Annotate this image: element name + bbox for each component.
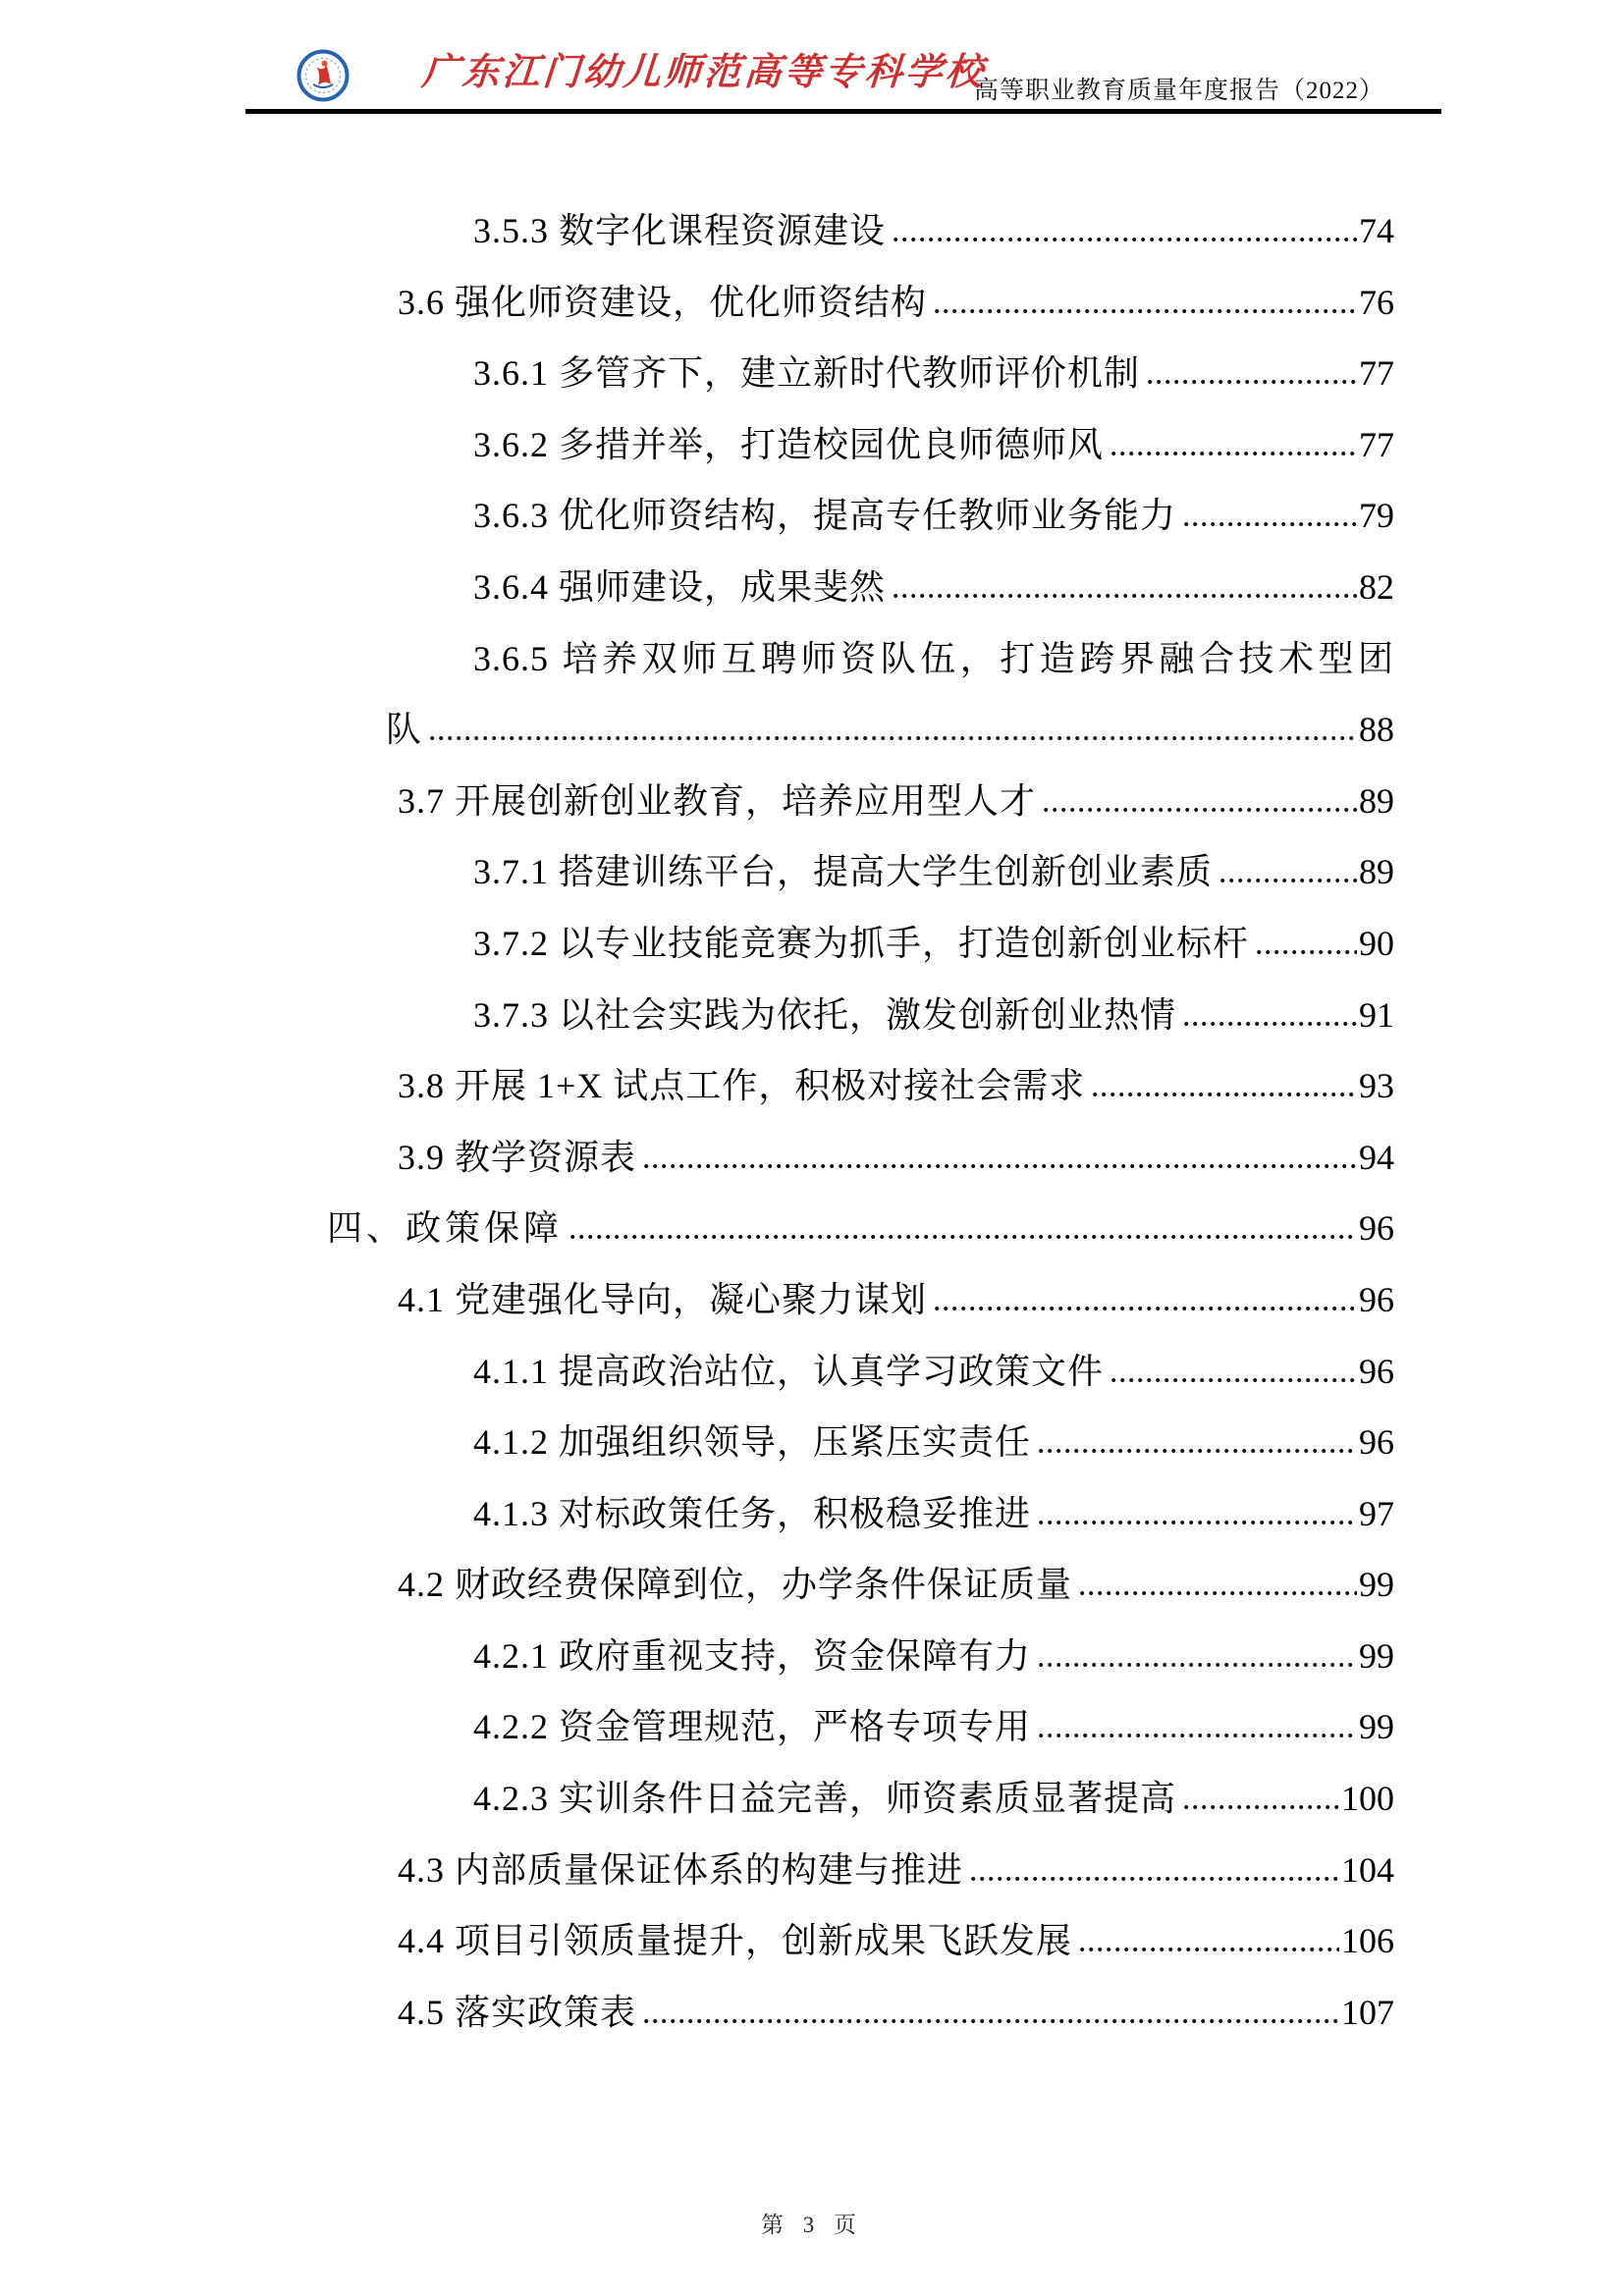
toc-entry-label: 3.6.3 优化师资结构，提高专任教师业务能力 — [473, 496, 1177, 536]
toc-entry-page: 96 — [1359, 1208, 1394, 1249]
toc-entry[interactable] — [473, 1779, 1394, 1818]
page-footer — [0, 2207, 1624, 2239]
toc-entry-label: 4.1.1 提高政治站位，认真学习政策文件 — [473, 1351, 1105, 1391]
toc-entry-page: 99 — [1359, 1565, 1394, 1605]
header-rule — [245, 109, 1441, 114]
toc-entry[interactable] — [398, 1850, 1394, 1890]
toc-entry-label: 3.7.1 搭建训练平台，提高大学生创新创业素质 — [473, 852, 1214, 892]
toc-entry[interactable] — [473, 353, 1394, 393]
toc-entry-page: 94 — [1359, 1137, 1394, 1177]
toc-entry-page: 96 — [1359, 1279, 1394, 1319]
toc-entry[interactable] — [473, 1636, 1394, 1676]
dot-leader — [1093, 1090, 1357, 1097]
dot-leader — [1257, 947, 1357, 955]
toc-entry-label: 4.3 内部质量保证体系的构建与推进 — [398, 1849, 964, 1890]
dot-leader — [971, 1874, 1339, 1882]
toc-entry-page: 76 — [1359, 282, 1394, 322]
toc-entry[interactable] — [473, 852, 1394, 891]
toc-entry[interactable] — [398, 1066, 1394, 1105]
dot-leader — [1148, 377, 1357, 385]
toc-entry-label: 4.4 项目引领质量提升，创新成果飞跃发展 — [398, 1921, 1073, 1961]
toc-entry-label: 3.7 开展创新创业教育，培养应用型人才 — [398, 780, 1037, 821]
toc-entry-page: 99 — [1359, 1707, 1394, 1747]
school-name-calligraphy: 广东江门幼儿师范高等专科学校 — [420, 52, 988, 93]
dot-leader — [1111, 1375, 1357, 1383]
toc-entry-page: 97 — [1359, 1493, 1394, 1533]
toc-entry[interactable] — [473, 924, 1394, 963]
toc-entry-label: 4.1 党建强化导向，凝心聚力谋划 — [398, 1279, 928, 1319]
toc-entry-page: 104 — [1341, 1849, 1394, 1890]
toc-entry-label: 3.7.3 以社会实践为依托，激发创新创业热情 — [473, 994, 1177, 1035]
toc-entry-page: 79 — [1359, 496, 1394, 536]
page-number-label: 第 3 页 — [761, 2213, 863, 2237]
dot-leader — [1080, 1588, 1357, 1596]
toc-entry[interactable] — [473, 211, 1394, 250]
dot-leader — [1039, 1446, 1357, 1454]
toc-entry[interactable] — [473, 425, 1394, 464]
toc-entry-page: 77 — [1359, 353, 1394, 394]
toc-entry-label: 四、政策保障 — [327, 1208, 564, 1249]
dot-leader — [1184, 1019, 1357, 1027]
dot-leader — [935, 306, 1357, 314]
toc-entry-label: 3.5.3 数字化课程资源建设 — [473, 211, 887, 250]
toc-entry[interactable] — [398, 1280, 1394, 1319]
toc-entry-page: 96 — [1359, 1351, 1394, 1391]
toc-entry-page: 106 — [1341, 1921, 1394, 1961]
toc-entry-page: 100 — [1341, 1779, 1394, 1819]
toc-entry-page: 107 — [1341, 1992, 1394, 2032]
toc-entry-label: 4.2.1 政府重视支持，资金保障有力 — [473, 1635, 1032, 1676]
report-title: 高等职业教育质量年度报告（2022） — [973, 78, 1384, 104]
toc-entry-page: 96 — [1359, 1422, 1394, 1463]
toc-entry-label: 3.9 教学资源表 — [398, 1137, 637, 1177]
dot-leader — [935, 1304, 1357, 1311]
toc-entry[interactable] — [473, 1422, 1394, 1462]
toc-entry[interactable] — [473, 995, 1394, 1035]
toc-entry-page: 90 — [1359, 923, 1394, 963]
toc-entry-label: 4.5 落实政策表 — [398, 1992, 637, 2032]
dot-leader — [430, 733, 1357, 741]
toc-entry[interactable] — [398, 1565, 1394, 1604]
toc-entry[interactable] — [398, 1138, 1394, 1177]
dot-leader — [1220, 876, 1357, 883]
toc-entry-label: 3.6 强化师资建设，优化师资结构 — [398, 282, 928, 322]
toc-entry-page: 89 — [1359, 780, 1394, 821]
toc-entry-label: 3.6.5 培养双师互聘师资队伍，打造跨界融合技术型团 — [473, 638, 1394, 678]
toc-entry[interactable] — [473, 1352, 1394, 1391]
toc-entry[interactable] — [473, 1707, 1394, 1746]
dot-leader — [644, 2016, 1339, 2024]
dot-leader — [1111, 449, 1357, 456]
toc-entry-page: 99 — [1359, 1635, 1394, 1676]
toc-entry[interactable] — [473, 1494, 1394, 1533]
toc-entry-page: 74 — [1359, 211, 1394, 250]
dot-leader — [1039, 1660, 1357, 1668]
toc-entry-label: 4.2.3 实训条件日益完善，师资素质显著提高 — [473, 1779, 1177, 1819]
dot-leader — [1039, 1731, 1357, 1738]
dot-leader — [893, 591, 1357, 599]
toc-entry-label: 4.2 财政经费保障到位，办学条件保证质量 — [398, 1565, 1073, 1605]
toc-entry-label: 3.6.2 多措并举，打造校园优良师德师风 — [473, 424, 1105, 464]
toc-entry[interactable] — [398, 283, 1394, 322]
toc-entry-page: 91 — [1359, 994, 1394, 1035]
school-logo-icon — [297, 49, 350, 102]
toc-entry[interactable] — [398, 1993, 1394, 2032]
toc-entry[interactable] — [327, 1208, 1394, 1248]
toc-entry[interactable] — [386, 710, 1394, 749]
dot-leader — [570, 1232, 1357, 1240]
dot-leader — [644, 1161, 1357, 1169]
dot-leader — [1184, 519, 1357, 527]
toc-entry-page: 93 — [1359, 1066, 1394, 1106]
toc-entry[interactable] — [473, 496, 1394, 535]
toc-entry[interactable] — [398, 781, 1394, 821]
toc-entry-label: 4.1.2 加强组织领导，压紧压实责任 — [473, 1422, 1032, 1463]
toc-entry-label: 4.1.3 对标政策任务，积极稳妥推进 — [473, 1493, 1032, 1533]
toc-entry-page: 82 — [1359, 566, 1394, 607]
dot-leader — [893, 235, 1357, 242]
dot-leader — [1080, 1945, 1339, 1952]
toc-entry-label: 3.6.1 多管齐下，建立新时代教师评价机制 — [473, 353, 1141, 394]
table-of-contents — [327, 211, 1394, 2063]
toc-entry-label: 4.2.2 资金管理规范，严格专项专用 — [473, 1707, 1032, 1747]
toc-entry[interactable] — [473, 567, 1394, 607]
toc-entry-page: 88 — [1359, 710, 1394, 750]
dot-leader — [1044, 805, 1357, 813]
toc-entry-label: 队 — [386, 710, 423, 750]
toc-entry-label: 3.6.4 强师建设，成果斐然 — [473, 566, 887, 607]
dot-leader — [1039, 1518, 1357, 1525]
toc-entry-page: 77 — [1359, 424, 1394, 464]
toc-entry-label: 3.7.2 以专业技能竞赛为抓手，打造创新创业标杆 — [473, 923, 1250, 963]
page-header — [0, 0, 1624, 118]
toc-entry-label: 3.8 开展 1+X 试点工作，积极对接社会需求 — [398, 1066, 1086, 1106]
toc-entry-page: 89 — [1359, 852, 1394, 892]
toc-entry[interactable] — [398, 1921, 1394, 1960]
toc-entry[interactable] — [473, 639, 1394, 678]
dot-leader — [1184, 1802, 1339, 1810]
